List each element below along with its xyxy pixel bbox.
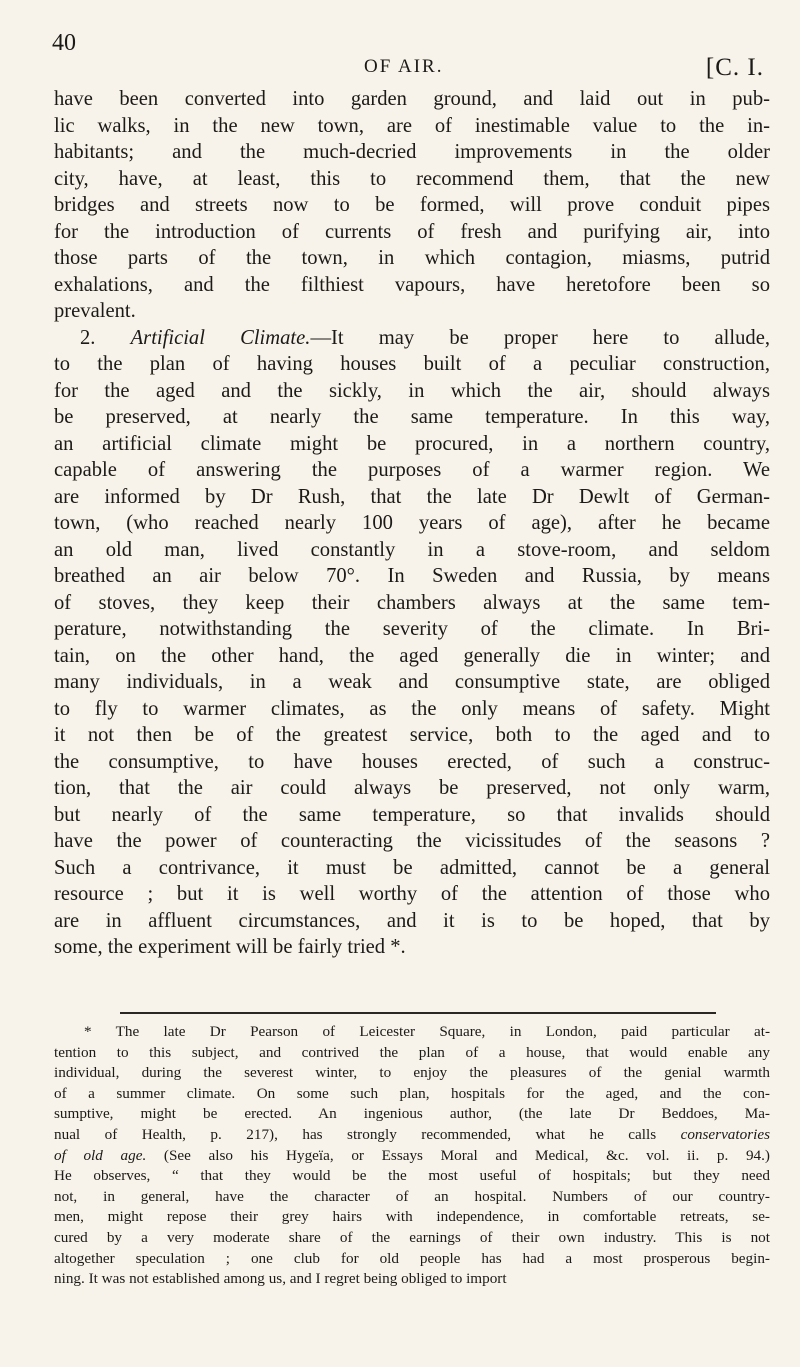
text-line: it not then be of the greatest service, both to the aged and to bbox=[54, 724, 770, 746]
footnote-line bbox=[54, 1146, 770, 1167]
text-line: but nearly of the same temperature, so that invalids should bbox=[54, 803, 770, 826]
text-line: resource ; but it is well worthy of the attention of those who bbox=[54, 883, 770, 905]
text-line: bridges and streets now to be formed, will prove conduit pipes bbox=[54, 194, 770, 216]
footnote-line: * The late Dr Pearson of Leicester Square, in London, paid particular at- bbox=[84, 1023, 770, 1040]
text-line: city, have, at least, this to recommend them, that the new bbox=[54, 167, 770, 190]
running-title: OF AIR. bbox=[364, 56, 444, 77]
text-line: those parts of the town, in which contagion, miasms, putrid bbox=[54, 247, 770, 269]
text-line: of stoves, they keep their chambers always at the same tem- bbox=[54, 591, 770, 614]
footnote-line bbox=[54, 1125, 770, 1146]
text-line: have the power of counteracting the vicissitudes of the seasons ? bbox=[54, 830, 770, 852]
section-reference: [C. I. bbox=[705, 54, 764, 81]
footnote-line: sumptive, might be erected. An ingenious author, (the late Dr Beddoes, Ma- bbox=[54, 1105, 770, 1123]
text-line: Such a contrivance, it must be admitted, cannot be a general bbox=[54, 856, 770, 879]
text-line: have been converted into garden ground, and laid out in pub- bbox=[54, 88, 770, 110]
text-line: breathed an air below 70°. In Sweden and Russia, by means bbox=[54, 565, 770, 587]
paragraph-1 bbox=[54, 86, 770, 325]
italic-term: of old age. bbox=[54, 1146, 147, 1164]
text-line: to fly to warmer climates, as the only means of safety. Might bbox=[54, 697, 770, 720]
text-fragment: nual of Health, p. 217), has strongly recommended, what he calls bbox=[54, 1125, 681, 1143]
footnote-divider bbox=[120, 1012, 716, 1014]
italic-term: conservatories bbox=[680, 1125, 770, 1143]
footnote-line: cured by a very moderate share of the earnings of their own industry. This is not bbox=[54, 1228, 770, 1246]
text-line: tion, that the air could always be preserved, not only warm, bbox=[54, 777, 770, 799]
text-line: be preserved, at nearly the same temperature. In this way, bbox=[54, 406, 770, 428]
main-text bbox=[54, 86, 770, 961]
text-fragment: —It may be proper here to allude, bbox=[310, 326, 770, 349]
text-line: many individuals, in a weak and consumptive state, are obliged bbox=[54, 671, 770, 693]
footnote-line: He observes, “ that they would be the most useful of hospitals; but they need bbox=[54, 1167, 770, 1185]
paragraph-number: 2. bbox=[80, 326, 96, 349]
text-line: prevalent. bbox=[54, 300, 136, 322]
footnote-line: tention to this subject, and contrived the plan of a house, that would enable any bbox=[54, 1043, 770, 1061]
text-line: for the aged and the sickly, in which the air, should always bbox=[54, 379, 770, 402]
text-line: are in affluent circumstances, and it is to be hoped, that by bbox=[54, 909, 770, 932]
text-fragment: (See also his Hygeïa, or Essays Moral and Medical, &c. vol. ii. p. 94.) bbox=[146, 1146, 770, 1164]
text-line: capable of answering the purposes of a warmer region. We bbox=[54, 459, 770, 481]
section-heading: Artificial Climate. bbox=[130, 326, 311, 349]
text-line: an old man, lived constantly in a stove-room, and seldom bbox=[54, 538, 770, 561]
page-number: 40 bbox=[52, 30, 76, 56]
text-line: the consumptive, to have houses erected, of such a construc- bbox=[54, 750, 770, 773]
text-line: lic walks, in the new town, are of inestimable value to the in- bbox=[54, 114, 770, 137]
text-line: an artificial climate might be procured, in a northern country, bbox=[54, 432, 770, 455]
text-line: tain, on the other hand, the aged generally die in winter; and bbox=[54, 644, 770, 667]
text-line: exhalations, and the filthiest vapours, have heretofore been so bbox=[54, 273, 770, 296]
footnote-line: altogether speculation ; one club for old people has had a most prosperous begin- bbox=[54, 1249, 770, 1267]
text-line: are informed by Dr Rush, that the late Dr Dewlt of German- bbox=[54, 485, 770, 508]
footnote bbox=[54, 1022, 770, 1290]
footnote-line: men, might repose their grey hairs with independence, in comfortable retreats, se- bbox=[54, 1208, 770, 1226]
text-line: perature, notwithstanding the severity of the climate. In Bri- bbox=[54, 618, 770, 640]
page-header bbox=[52, 30, 770, 82]
footnote-line: of a summer climate. On some such plan, hospitals for the aged, and the con- bbox=[54, 1084, 770, 1102]
text-line: town, (who reached nearly 100 years of age), after he became bbox=[54, 512, 770, 534]
paragraph-2 bbox=[54, 325, 770, 961]
footnote-line: not, in general, have the character of an hospital. Numbers of our country- bbox=[54, 1187, 770, 1205]
footnote-line: ning. It was not established among us, and I regret being obliged to import bbox=[54, 1270, 507, 1288]
paragraph-2-first-line bbox=[54, 325, 770, 352]
footnote-line: individual, during the severest winter, to enjoy the pleasures of the genial warmth bbox=[54, 1064, 770, 1082]
text-line: to the plan of having houses built of a peculiar construction, bbox=[54, 353, 770, 375]
text-line: some, the experiment will be fairly tried *. bbox=[54, 936, 406, 958]
text-line: habitants; and the much-decried improvements in the older bbox=[54, 141, 770, 163]
text-line: for the introduction of currents of fresh and purifying air, into bbox=[54, 220, 770, 243]
